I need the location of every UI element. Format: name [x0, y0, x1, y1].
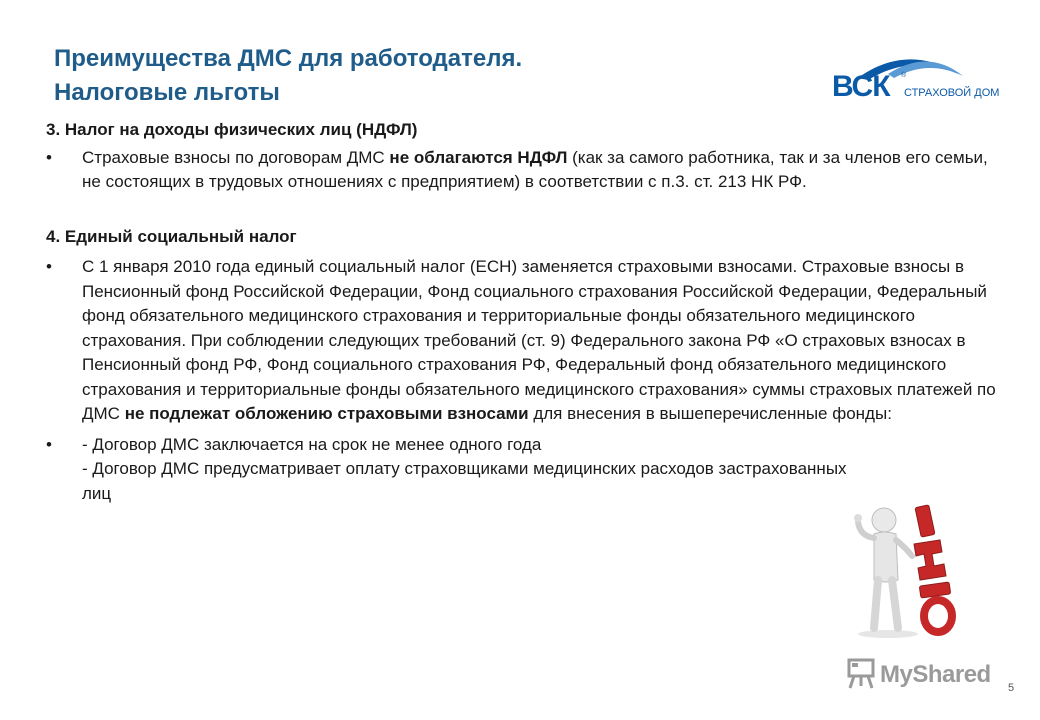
logo-subtitle: СТРАХОВОЙ ДОМ: [904, 87, 1000, 99]
title-line-2: Налоговые льготы: [54, 79, 280, 106]
bullet-marker: •: [46, 434, 52, 454]
bullet-text: для внесения в вышеперечисленные фонды:: [528, 404, 892, 423]
section-4-bullet-1: [46, 255, 1006, 427]
section-4-heading: 4. Единый социальный налог: [46, 226, 297, 246]
logo-registered-mark: ®: [901, 72, 907, 79]
section-3-bullet: [46, 146, 1006, 195]
requirement-1: - Договор ДМС заключается на срок не менее одного года: [82, 434, 542, 454]
slide-body: [46, 118, 1006, 506]
requirement-2: - Договор ДМС предусматривает оплату страховщиками медицинских расходов застрахованных лиц: [82, 459, 847, 503]
myshared-watermark: [846, 656, 1016, 696]
bullet-marker: •: [46, 257, 52, 276]
watermark-text: MyShared: [880, 661, 991, 688]
bullet-bold-text: не подлежат обложению страховыми взносами: [124, 404, 529, 423]
info-letters: [914, 505, 952, 632]
title-line-1: Преимущества ДМС для работодателя.: [54, 45, 523, 72]
section-4-bullet-2: [46, 433, 862, 507]
section-3-heading: 3. Налог на доходы физических лиц (НДФЛ): [46, 120, 418, 139]
bullet-text: С 1 января 2010 года единый социальный налог (ЕСН) заменяется страховыми взносами. Страховые взносы в Пенсионный фонд Российской Федерации, Фонд социального страхования Российской Федерации, Федеральный фонд обязательного медицинского страхования и территориальные фонды обязательного медицинского страхования. При соблюдении следующих требований (ст. 9) Федерального закона РФ «О страховых взносах в Пенсионный фонд РФ, Фонд социального страхования РФ, Федеральный фонд обязательного медицинского страхования и территориальные фонды обязательного медицинского страхования» суммы страховых платежей по ДМС: [82, 257, 996, 423]
presentation-icon: [846, 656, 876, 690]
logo-brand: ВСК: [832, 70, 890, 103]
page-number: 5: [1008, 682, 1015, 694]
vsk-logo: [828, 48, 1018, 108]
bullet-text: Страховые взносы по договорам ДМС: [82, 147, 390, 167]
bullet-text: (как за самого работника, так и за членов его семьи, не состоящих в трудовых отношениях с предприятием) в соответствии с п.3. ст. 213 НК РФ.: [82, 147, 988, 191]
bullet-bold-text: не облагаются НДФЛ: [389, 147, 568, 167]
info-figure-illustration: [848, 500, 978, 640]
bullet-marker: •: [46, 147, 52, 167]
slide-title: [54, 42, 774, 110]
